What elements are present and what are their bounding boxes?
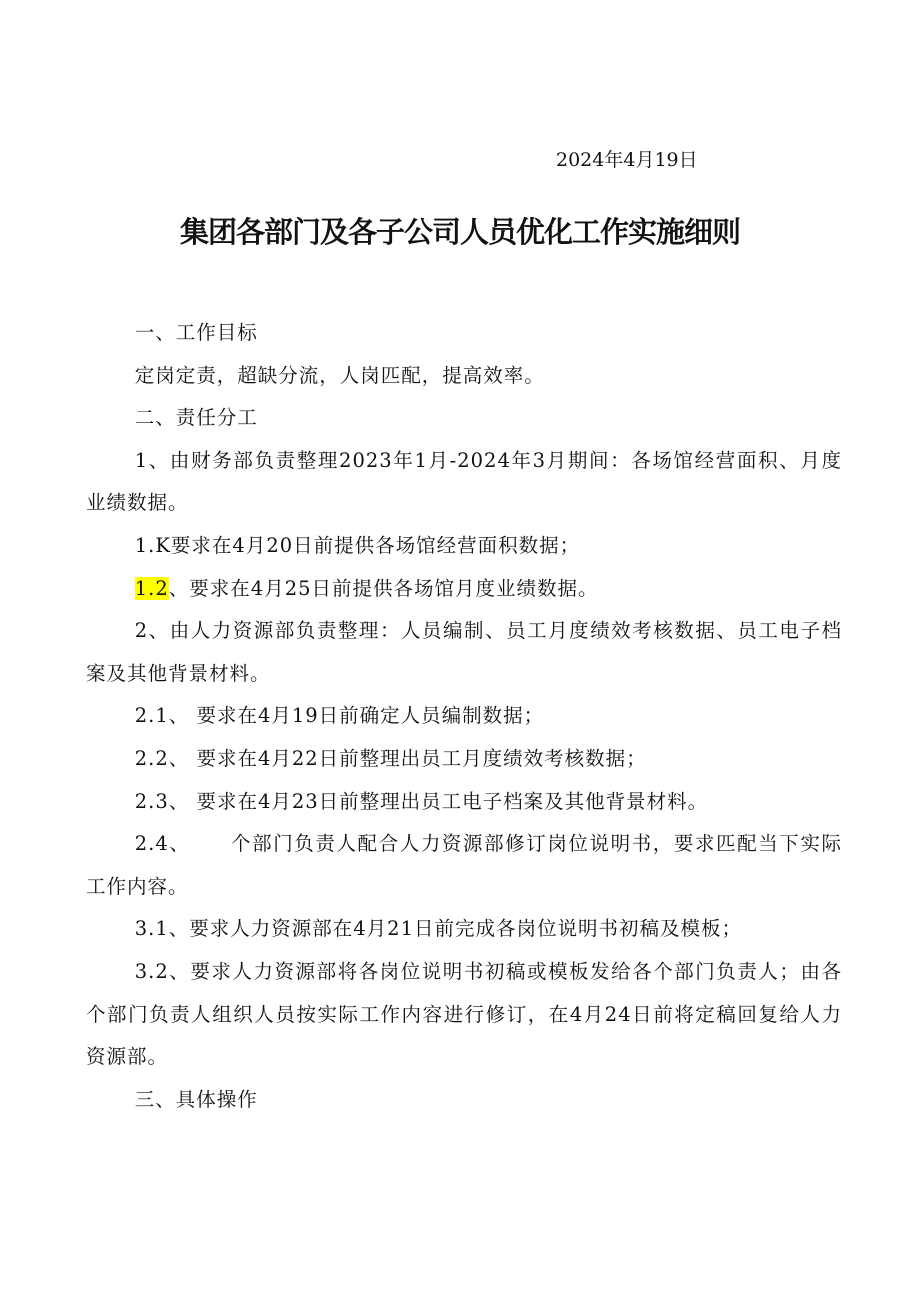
paragraph-item-2-3: 2.3、 要求在4月23日前整理出员工电子档案及其他背景材料。 xyxy=(134,789,709,813)
document-title: 集团各部门及各子公司人员优化工作实施细则 xyxy=(179,215,740,249)
item-2-4-prefix: 2.4、 xyxy=(134,832,191,856)
paragraph-item-3-1: 3.1、要求人力资源部在4月21日前完成各岗位说明书初稿及模板； xyxy=(134,917,742,941)
document-date: 2024年4月19日 xyxy=(556,149,698,171)
paragraph-item-3-2: 3.2、要求人力资源部将各岗位说明书初稿或模板发给各个部门负责人；由各个部门负责人组织人员按实际工作内容进行修订，在4月24日前将定稿回复给人力资源部。 xyxy=(86,959,842,1069)
item-1-2-highlight: 2 xyxy=(155,576,169,600)
paragraph-item-1: 1、由财务部负责整理2023年1月-2024年3月期间：各场馆经营面积、月度业绩数据。 xyxy=(86,448,842,515)
item-1-2-prefix: 1. xyxy=(134,576,156,600)
paragraph-item-2-2: 2.2、 要求在4月22日前整理出员工月度绩效考核数据； xyxy=(134,746,647,770)
paragraph-goals: 定岗定责，超缺分流，人岗匹配，提高效率。 xyxy=(134,363,545,387)
item-2-4-text: 个部门负责人配合人力资源部修订岗位说明书，要求匹配当下实际工作内容。 xyxy=(86,832,842,898)
paragraph-item-2: 2、由人力资源部负责整理：人员编制、员工月度绩效考核数据、员工电子档案及其他背景材料。 xyxy=(86,619,842,685)
item-1-2-text: 、要求在4月25日前提供各场馆月度业绩数据。 xyxy=(168,576,599,600)
paragraph-item-2-1: 2.1、 要求在4月19日前确定人员编制数据； xyxy=(134,704,545,728)
highlighted-number xyxy=(135,577,169,600)
paragraph-item-2-4 xyxy=(86,823,842,908)
section-heading-operations: 三、具体操作 xyxy=(134,1087,258,1111)
paragraph-item-1-1: 1.K要求在4月20日前提供各场馆经营面积数据； xyxy=(134,533,581,557)
section-heading-goals: 一、工作目标 xyxy=(134,321,258,344)
document-body xyxy=(86,312,842,1121)
paragraph-item-1-2 xyxy=(86,568,842,611)
section-heading-responsibilities: 二、责任分工 xyxy=(134,406,258,430)
